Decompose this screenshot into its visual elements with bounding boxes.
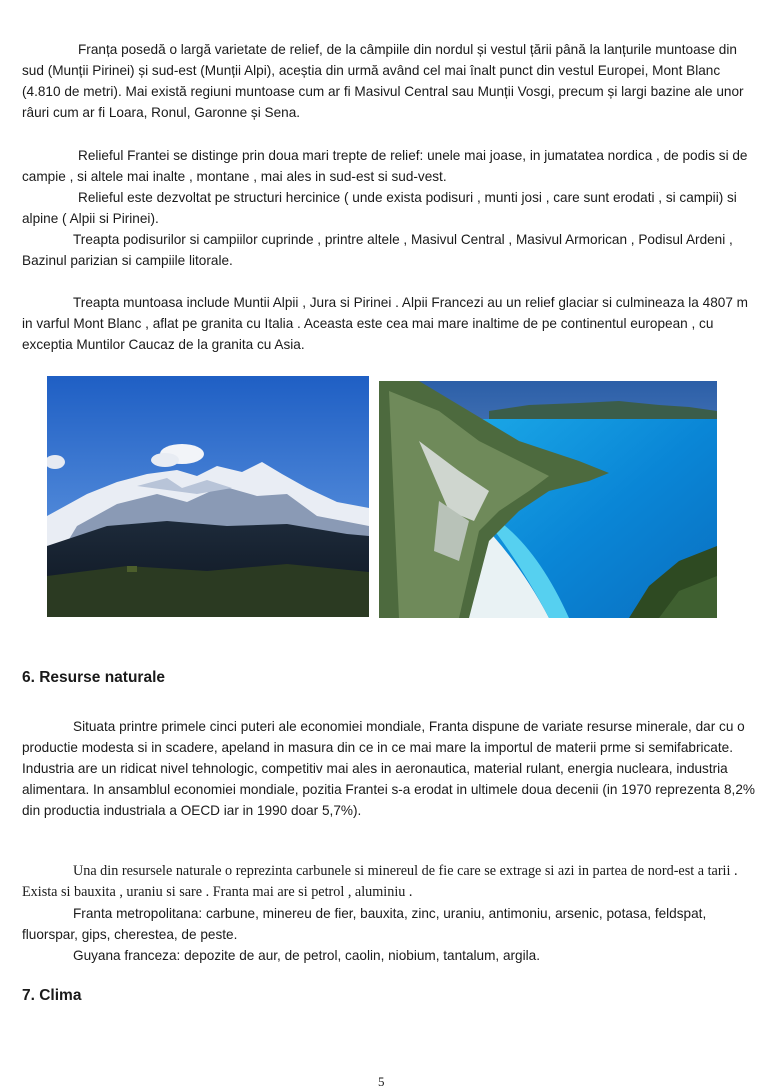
resources-paragraph-1: Situata printre primele cinci puteri ale economiei mondiale, Franta dispune de variate resurse minerale, dar cu o productie modesta si in scadere, apeland in masura din ce in ce mai mare la importul de materii prme si semifabricate. Industria are un ridicat nivel tehnologic, competitiv mai ales in aeronautica, material rulant, energia nucleara, industria alimentara. In ansamblul economiei mondiale, pozitia Frantei s-a erodat in ultimele doua decenii (in 1970 reprezenta 8,2% din productia industriala a OECD iar in 1990 doar 5,7%). xyxy=(22,719,755,818)
relief-paragraph-1: Franța posedă o largă varietate de relief, de la câmpiile din nordul și vestul țării până la lanțurile muntoase din sud (Munții Pirinei) și sud-est (Munții Alpi), aceștia din urmă având cel mai înalt punct din vestul Europei, Mont Blanc (4.810 de metri). Mai există regiuni muntoase cum ar fi Masivul Central sau Munții Vosgi, precum și largi bazine ale unor râuri cum ar fi Loara, Ronul, Garonne și Sena. xyxy=(22,42,744,120)
relief-paragraph-5: Treapta muntoasa include Muntii Alpii , Jura si Pirinei . Alpii Francezi au un relief glaciar si culmineaza la 4807 m in varful Mont Blanc , aflat pe granita cu Italia . Aceasta este cea mai mare inaltime de pe continentul european , cu exceptia Muntilor Caucaz de la granita cu Asia. xyxy=(22,295,748,352)
resources-paragraph-4: Guyana franceza: depozite de aur, de petrol, caolin, niobium, tantalum, argila. xyxy=(73,948,540,963)
mountain-photo xyxy=(47,376,369,617)
relief-paragraph-4: Treapta podisurilor si campiilor cuprinde , printre altele , Masivul Central , Masivul Armorican , Podisul Ardeni , Bazinul parizian si campiile litorale. xyxy=(22,232,733,268)
page-number: 5 xyxy=(378,1074,385,1089)
relief-paragraph-3: Relieful este dezvoltat pe structuri hercinice ( unde exista podisuri , munti josi , care sunt erodati , si campii) si alpine ( Alpii si Pirinei). xyxy=(22,190,737,226)
relief-paragraph-2: Relieful Frantei se distinge prin doua mari trepte de relief: unele mai joase, in jumatatea nordica , de podis si de campie , si altele mai inalte , montane , mai ales in sud-est si sud-vest. xyxy=(22,148,748,184)
section-heading-climate: 7. Clima xyxy=(22,987,82,1004)
resources-paragraph-2: Una din resursele naturale o reprezinta carbunele si minereul de fie care se extrage si azi in partea de nord-est a tarii . Exista si bauxita , uraniu si sare . Franta mai are si petrol , aluminiu . xyxy=(22,863,738,900)
resources-paragraph-3: Franta metropolitana: carbune, minereu de fier, bauxita, zinc, uraniu, antimoniu, arsenic, potasa, feldspat, fluorspar, gips, cherestea, de peste. xyxy=(22,906,707,942)
coast-photo xyxy=(379,381,717,618)
section-heading-resources: 6. Resurse naturale xyxy=(22,669,166,686)
